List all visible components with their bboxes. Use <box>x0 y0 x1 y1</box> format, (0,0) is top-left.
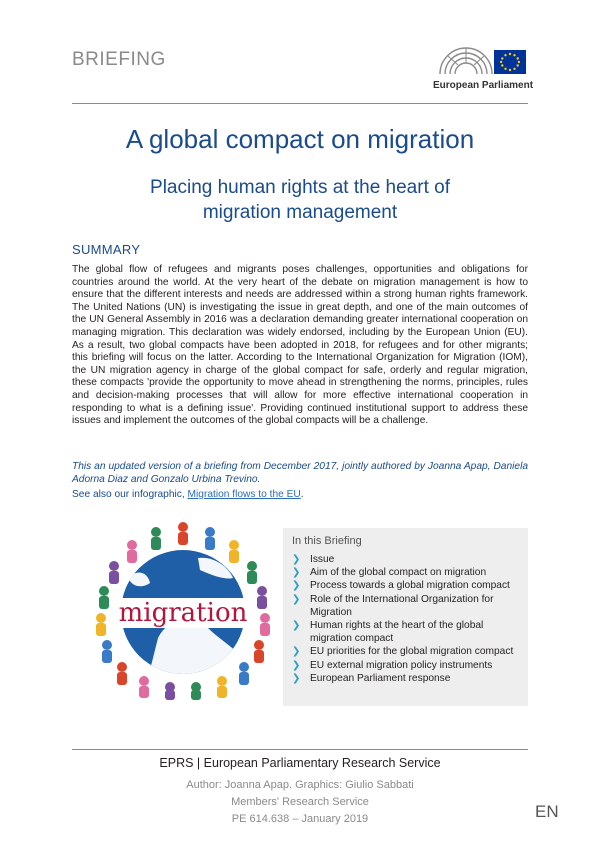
page-title: A global compact on migration <box>125 124 475 154</box>
see-also-suffix: . <box>300 489 304 500</box>
header-divider <box>72 103 528 104</box>
chevron-right-icon: ❯ <box>292 646 301 658</box>
toc-item[interactable] <box>290 645 522 658</box>
chevron-right-icon: ❯ <box>292 620 301 632</box>
updated-version-note: This an updated version of a briefing from December 2017, jointly authored by Joanna Apap, Daniela Adorna Diaz and Gonzalo Urbina Trevino. <box>72 461 528 485</box>
page-subtitle: Placing human rights at the heart of migration management <box>150 177 450 223</box>
chevron-right-icon: ❯ <box>292 672 301 684</box>
toc-item[interactable] <box>290 553 522 566</box>
footer-divider <box>72 749 528 750</box>
toc-item[interactable] <box>290 566 522 579</box>
language-code: EN <box>535 802 559 821</box>
infographic-link[interactable]: Migration flows to the EU <box>187 489 301 500</box>
toc-item-label: Process towards a global migration compact <box>310 580 510 592</box>
migration-illustration <box>88 518 278 702</box>
toc-item-label: European Parliament response <box>310 672 451 684</box>
author-credit: Author: Joanna Apap. Graphics: Giulio Sabbati <box>186 779 414 791</box>
toc-item[interactable] <box>290 619 522 645</box>
toc-item[interactable] <box>290 579 522 592</box>
unit-name: Members' Research Service <box>231 796 369 808</box>
toc-item-label: EU external migration policy instruments <box>310 659 493 671</box>
service-name: EPRS | European Parliamentary Research Service <box>159 756 441 770</box>
toc-item-label: Issue <box>310 554 335 565</box>
institution-name: European Parliament <box>433 80 534 91</box>
toc-item-label: Aim of the global compact on migration <box>310 567 487 579</box>
toc-item[interactable] <box>290 659 522 672</box>
summary-text: The global flow of refugees and migrants poses challenges, opportunities and obligations for countries around the world. At the very heart of the debate on migration management is how to ensure that the different interests and needs are addressed within a strong human rights framework. The United Nations (UN) is investigating the issue in great depth, and one of the main outcomes of the UN General Assembly in 2016 was a declaration demanding greater international cooperation on managing migration. This declaration was widely endorsed, including by the European Union (EU). As a result, two global compacts have been adopted in 2018, for refugees and for other migrants; this briefing will focus on the latter. According to the International Organization for Migration (IOM), the UN migration agency in charge of the global compact for safe, orderly and regular migration, these compacts 'provide the opportunity to move ahead in strengthening the norms, principles, rules and decision-making processes that will allow for more effective international cooperation in responding to what is a defining issue'. Providing continued institutional support to address these issues and implement the outcomes of the global compacts will be a challenge. <box>72 264 528 427</box>
in-this-briefing-heading: In this Briefing <box>292 535 362 547</box>
summary-heading: SUMMARY <box>72 242 141 257</box>
toc-item[interactable] <box>290 672 522 685</box>
chevron-right-icon: ❯ <box>292 580 301 592</box>
illustration-word: migration <box>118 598 248 628</box>
toc-item-label: Human rights at the heart of the global migration compact <box>310 620 484 645</box>
chevron-right-icon: ❯ <box>292 554 301 565</box>
document-reference: PE 614.638 – January 2019 <box>231 813 369 825</box>
chevron-right-icon: ❯ <box>292 567 301 579</box>
briefing-label: BRIEFING <box>72 49 166 70</box>
see-also-line <box>72 489 304 500</box>
chevron-right-icon: ❯ <box>292 593 301 605</box>
in-this-briefing-list <box>290 553 522 685</box>
toc-item-label: Role of the International Organization for Migration <box>310 593 494 618</box>
toc-item[interactable] <box>290 593 522 619</box>
see-also-prefix: See also our infographic, <box>72 489 188 500</box>
toc-item-label: EU priorities for the global migration compact <box>310 646 514 658</box>
chevron-right-icon: ❯ <box>292 659 301 671</box>
